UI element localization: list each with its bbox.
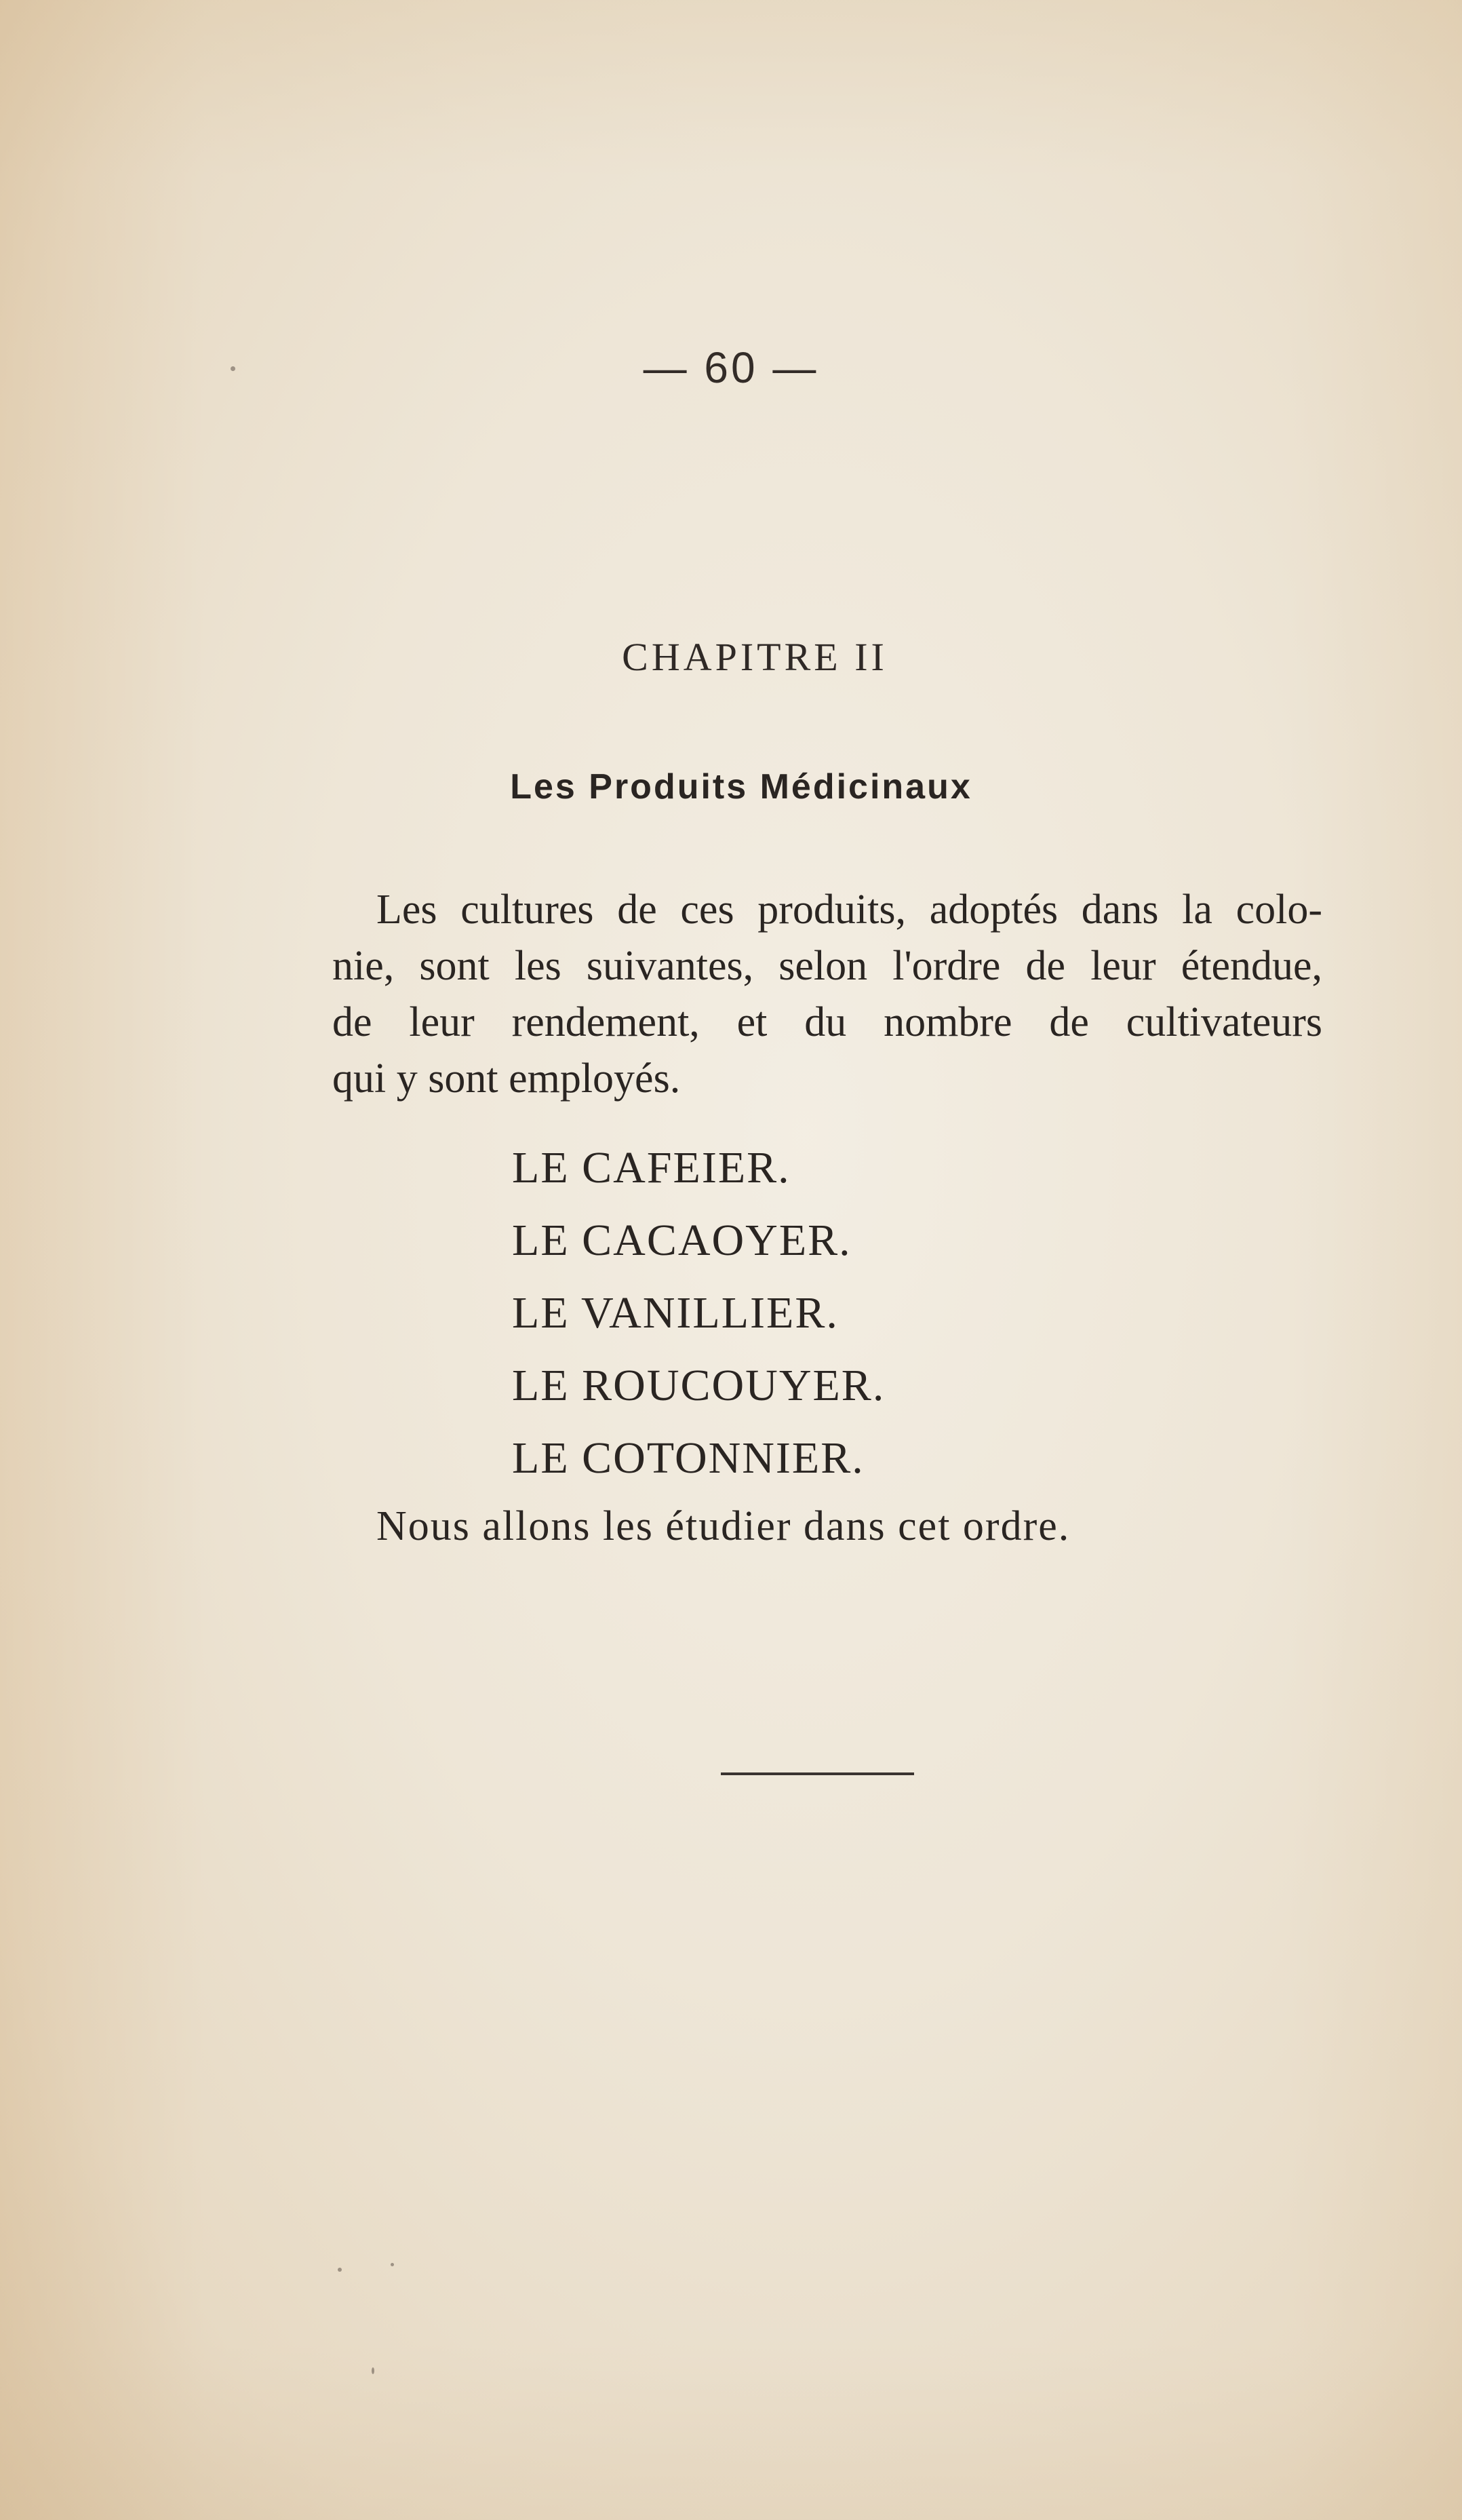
crop-item: LE CAFEIER. bbox=[512, 1143, 791, 1193]
paragraph-line: de leur rendement, et du nombre de cultivateurs bbox=[332, 999, 1322, 1045]
paper-speck bbox=[372, 2367, 374, 2374]
section-title: Les Produits Médicinaux bbox=[510, 767, 972, 807]
crop-item: LE COTONNIER. bbox=[512, 1433, 865, 1483]
closing-sentence: Nous allons les étudier dans cet ordre. bbox=[376, 1503, 1071, 1549]
paragraph-line: Les cultures de ces produits, adoptés dans la colo- bbox=[376, 887, 1322, 933]
crop-list bbox=[512, 1131, 885, 1494]
crop-item: LE VANILLIER. bbox=[512, 1288, 839, 1338]
chapter-heading: CHAPITRE II bbox=[622, 635, 888, 679]
page-number: — 60 — bbox=[643, 343, 819, 392]
paper-speck bbox=[391, 2263, 394, 2266]
intro-paragraph bbox=[332, 882, 1322, 1107]
paragraph-line: qui y sont employés. bbox=[332, 1055, 681, 1102]
crop-item: LE CACAOYER. bbox=[512, 1216, 852, 1265]
paper-speck bbox=[338, 2268, 342, 2272]
end-rule bbox=[721, 1772, 914, 1775]
crop-item: LE ROUCOUYER. bbox=[512, 1361, 886, 1410]
paragraph-line: nie, sont les suivantes, selon l'ordre de leur étendue, bbox=[332, 943, 1322, 989]
paper-speck bbox=[231, 366, 235, 371]
